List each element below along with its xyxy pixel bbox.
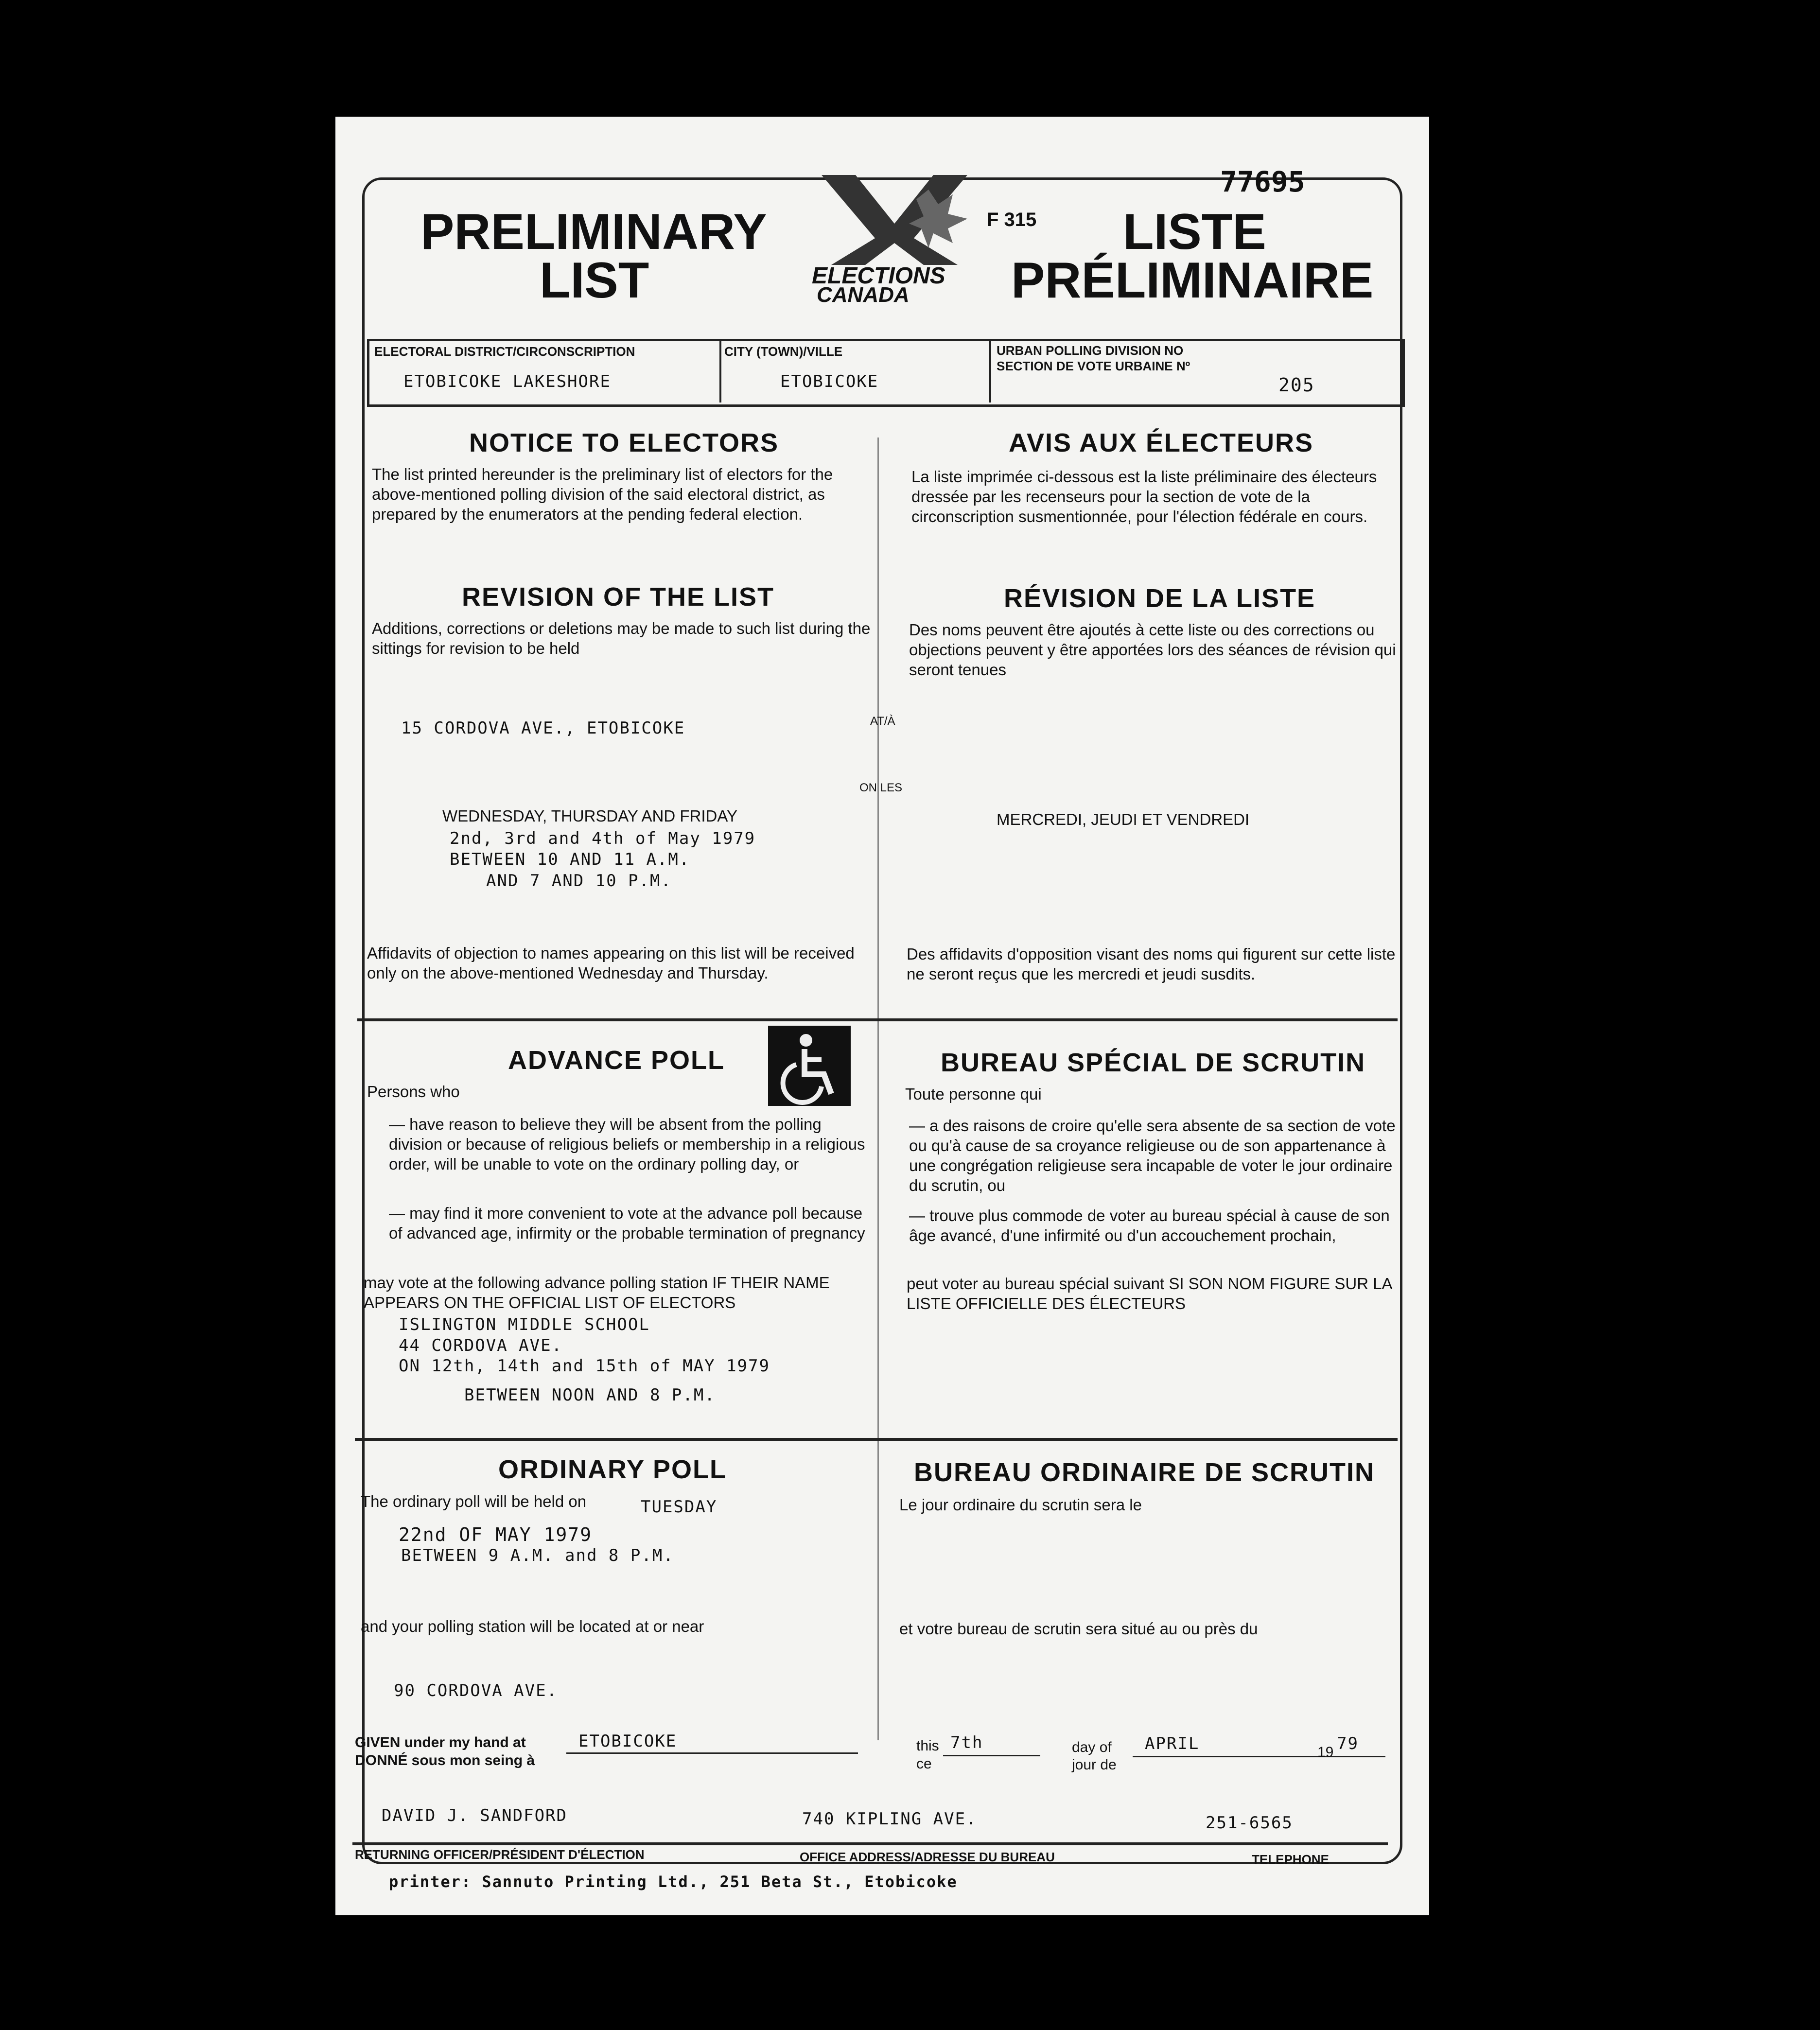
signature-year: 79 — [1337, 1734, 1359, 1753]
ordinary-location-fr: et votre bureau de scrutin sera situé au ou près du — [899, 1620, 1258, 1638]
signature-day: 7th — [950, 1733, 983, 1752]
notice-text-en: The list printed hereunder is the preliminary list of electors for the above-mentioned polling division of the said electoral district, as prepared by the enumerators at the pending federal election. — [372, 465, 833, 523]
divider-ordinary — [355, 1438, 1398, 1441]
footer-rule — [352, 1842, 1388, 1845]
city-value: ETOBICOKE — [780, 372, 879, 391]
district-label: ELECTORAL DISTRICT/CIRCONSCRIPTION — [374, 344, 635, 359]
address-label: OFFICE ADDRESS/ADRESSE DU BUREAU — [800, 1850, 1055, 1864]
signature-month: APRIL — [1145, 1734, 1200, 1753]
office-telephone: 251-6565 — [1206, 1813, 1293, 1833]
logo-text-1: ELECTIONS — [812, 263, 945, 289]
advance-item1-en: — have reason to believe they will be absent from the polling division or because of religious beliefs or membership in a religious order, will be unable to vote on the ordinary polling day, or — [389, 1115, 865, 1173]
signature-place: ETOBICOKE — [578, 1732, 677, 1751]
form-code: F 315 — [987, 209, 1037, 230]
revision-title-fr: RÉVISION DE LA LISTE — [1004, 584, 1316, 613]
printer-line: printer: Sannuto Printing Ltd., 251 Beta St., Etobicoke — [389, 1872, 958, 1891]
officer-name: DAVID J. SANDFORD — [382, 1806, 567, 1825]
revision-hours-1: BETWEEN 10 AND 11 A.M. — [450, 850, 690, 869]
revision-days-en: WEDNESDAY, THURSDAY AND FRIDAY — [442, 807, 737, 825]
ordinary-text-fr: Le jour ordinaire du scrutin sera le — [899, 1496, 1142, 1514]
officer-label: RETURNING OFFICER/PRÉSIDENT D'ÉLECTION — [355, 1847, 645, 1862]
telephone-label: TELEPHONE — [1252, 1852, 1329, 1867]
advance-station-4: BETWEEN NOON AND 8 P.M. — [464, 1385, 716, 1405]
revision-dates: 2nd, 3rd and 4th of May 1979 — [450, 829, 756, 848]
advance-intro-fr: Toute personne qui — [905, 1085, 1042, 1103]
ordinary-location-en: and your polling station will be located at or near — [361, 1617, 704, 1635]
revision-hours-2: AND 7 AND 10 P.M. — [486, 871, 672, 891]
revision-days-fr: MERCREDI, JEUDI ET VENDREDI — [997, 810, 1250, 828]
advance-outro-en: may vote at the following advance polling station IF THEIR NAME APPEARS ON THE OFFICIAL LIST OF ELECTORS — [364, 1274, 830, 1312]
affidavit-fr: Des affidavits d'opposition visant des noms qui figurent sur cette liste ne seront reçus que les mercredi et jeudi susdits. — [907, 945, 1396, 983]
this-en: this — [916, 1738, 939, 1754]
advance-intro-en: Persons who — [367, 1083, 460, 1101]
ordinary-title-en: ORDINARY POLL — [498, 1455, 727, 1484]
advance-item2-en: — may find it more convenient to vote at the advance poll because of advanced age, infirmity or the probable termination of pregnancy — [389, 1204, 865, 1242]
ordinary-text-en: The ordinary poll will be held on — [361, 1492, 587, 1510]
ordinary-hours: BETWEEN 9 A.M. and 8 P.M. — [401, 1546, 674, 1565]
office-address: 740 KIPLING AVE. — [802, 1809, 977, 1829]
title-fr-1: LISTE — [1123, 204, 1266, 260]
division-label-2: SECTION DE VOTE URBAINE Nº — [997, 359, 1190, 373]
title-fr-2: PRÉLIMINAIRE — [1011, 252, 1374, 309]
on-label: ON LES — [859, 781, 903, 794]
notice-title-fr: AVIS AUX ÉLECTEURS — [1009, 428, 1314, 457]
ordinary-day: TUESDAY — [641, 1497, 718, 1517]
wheelchair-icon — [768, 1026, 851, 1106]
ordinary-location: 90 CORDOVA AVE. — [394, 1681, 558, 1700]
advance-item1-fr: — a des raisons de croire qu'elle sera absente de sa section de vote ou qu'à cause de sa croyance religieuse ou de son appartenance à une congrégation religieuse sera incapable de voter le jour ordinaire du scrutin, ou — [909, 1117, 1396, 1194]
year-prefix: 19 — [1317, 1744, 1334, 1760]
advance-station-2: 44 CORDOVA AVE. — [399, 1336, 563, 1355]
affidavit-en: Affidavits of objection to names appearing on this list will be received only on the above-mentioned Wednesday and Thursday. — [367, 944, 855, 982]
title-en-2: LIST — [540, 252, 649, 309]
revision-text-fr: Des noms peuvent être ajoutés à cette liste ou des corrections ou objections peuvent y être apportées lors des séances de révision qui seront tenues — [909, 621, 1396, 679]
elections-canada-logo — [812, 170, 977, 306]
notice-text-fr: La liste imprimée ci-dessous est la liste préliminaire des électeurs dressée par les recenseurs pour la section de vote de la circonscription susmentionnée, pour l'élection fédérale en cours. — [911, 468, 1377, 525]
advance-title-fr: BUREAU SPÉCIAL DE SCRUTIN — [941, 1048, 1366, 1077]
ordinary-title-fr: BUREAU ORDINAIRE DE SCRUTIN — [914, 1458, 1375, 1487]
notice-title-en: NOTICE TO ELECTORS — [469, 428, 779, 457]
given-fr: DONNÉ sous mon seing à — [355, 1752, 535, 1768]
revision-text-en: Additions, corrections or deletions may be made to such list during the sittings for revision to be held — [372, 619, 871, 657]
revision-location: 15 CORDOVA AVE., ETOBICOKE — [401, 718, 685, 738]
advance-outro-fr: peut voter au bureau spécial suivant SI SON NOM FIGURE SUR LA LISTE OFFICIELLE DES ÉLECTEURS — [907, 1275, 1392, 1312]
day-of-fr: jour de — [1072, 1757, 1117, 1773]
given-en: GIVEN under my hand at — [355, 1734, 526, 1750]
this-fr: ce — [916, 1756, 932, 1772]
division-value: 205 — [1278, 374, 1315, 396]
logo-text-2: CANADA — [817, 283, 910, 307]
advance-item2-fr: — trouve plus commode de voter au bureau spécial à cause de son âge avancé, d'une infirmité ou d'un accouchement prochain, — [909, 1207, 1390, 1244]
division-label-1: URBAN POLLING DIVISION NO — [997, 343, 1184, 358]
maple-leaf-x-icon — [812, 170, 977, 267]
form-number: 77695 — [1220, 165, 1305, 198]
ordinary-date: 22nd OF MAY 1979 — [399, 1524, 593, 1545]
district-value: ETOBICOKE LAKESHORE — [403, 372, 611, 391]
divider-advance — [357, 1018, 1398, 1021]
revision-title-en: REVISION OF THE LIST — [462, 582, 775, 612]
advance-station-1: ISLINGTON MIDDLE SCHOOL — [399, 1315, 650, 1334]
day-of-en: day of — [1072, 1739, 1112, 1755]
advance-title-en: ADVANCE POLL — [508, 1046, 725, 1075]
advance-station-3: ON 12th, 14th and 15th of MAY 1979 — [399, 1356, 770, 1376]
title-en-1: PRELIMINARY — [420, 204, 767, 260]
city-label: CITY (TOWN)/VILLE — [724, 344, 843, 359]
at-label: AT/À — [870, 715, 895, 728]
